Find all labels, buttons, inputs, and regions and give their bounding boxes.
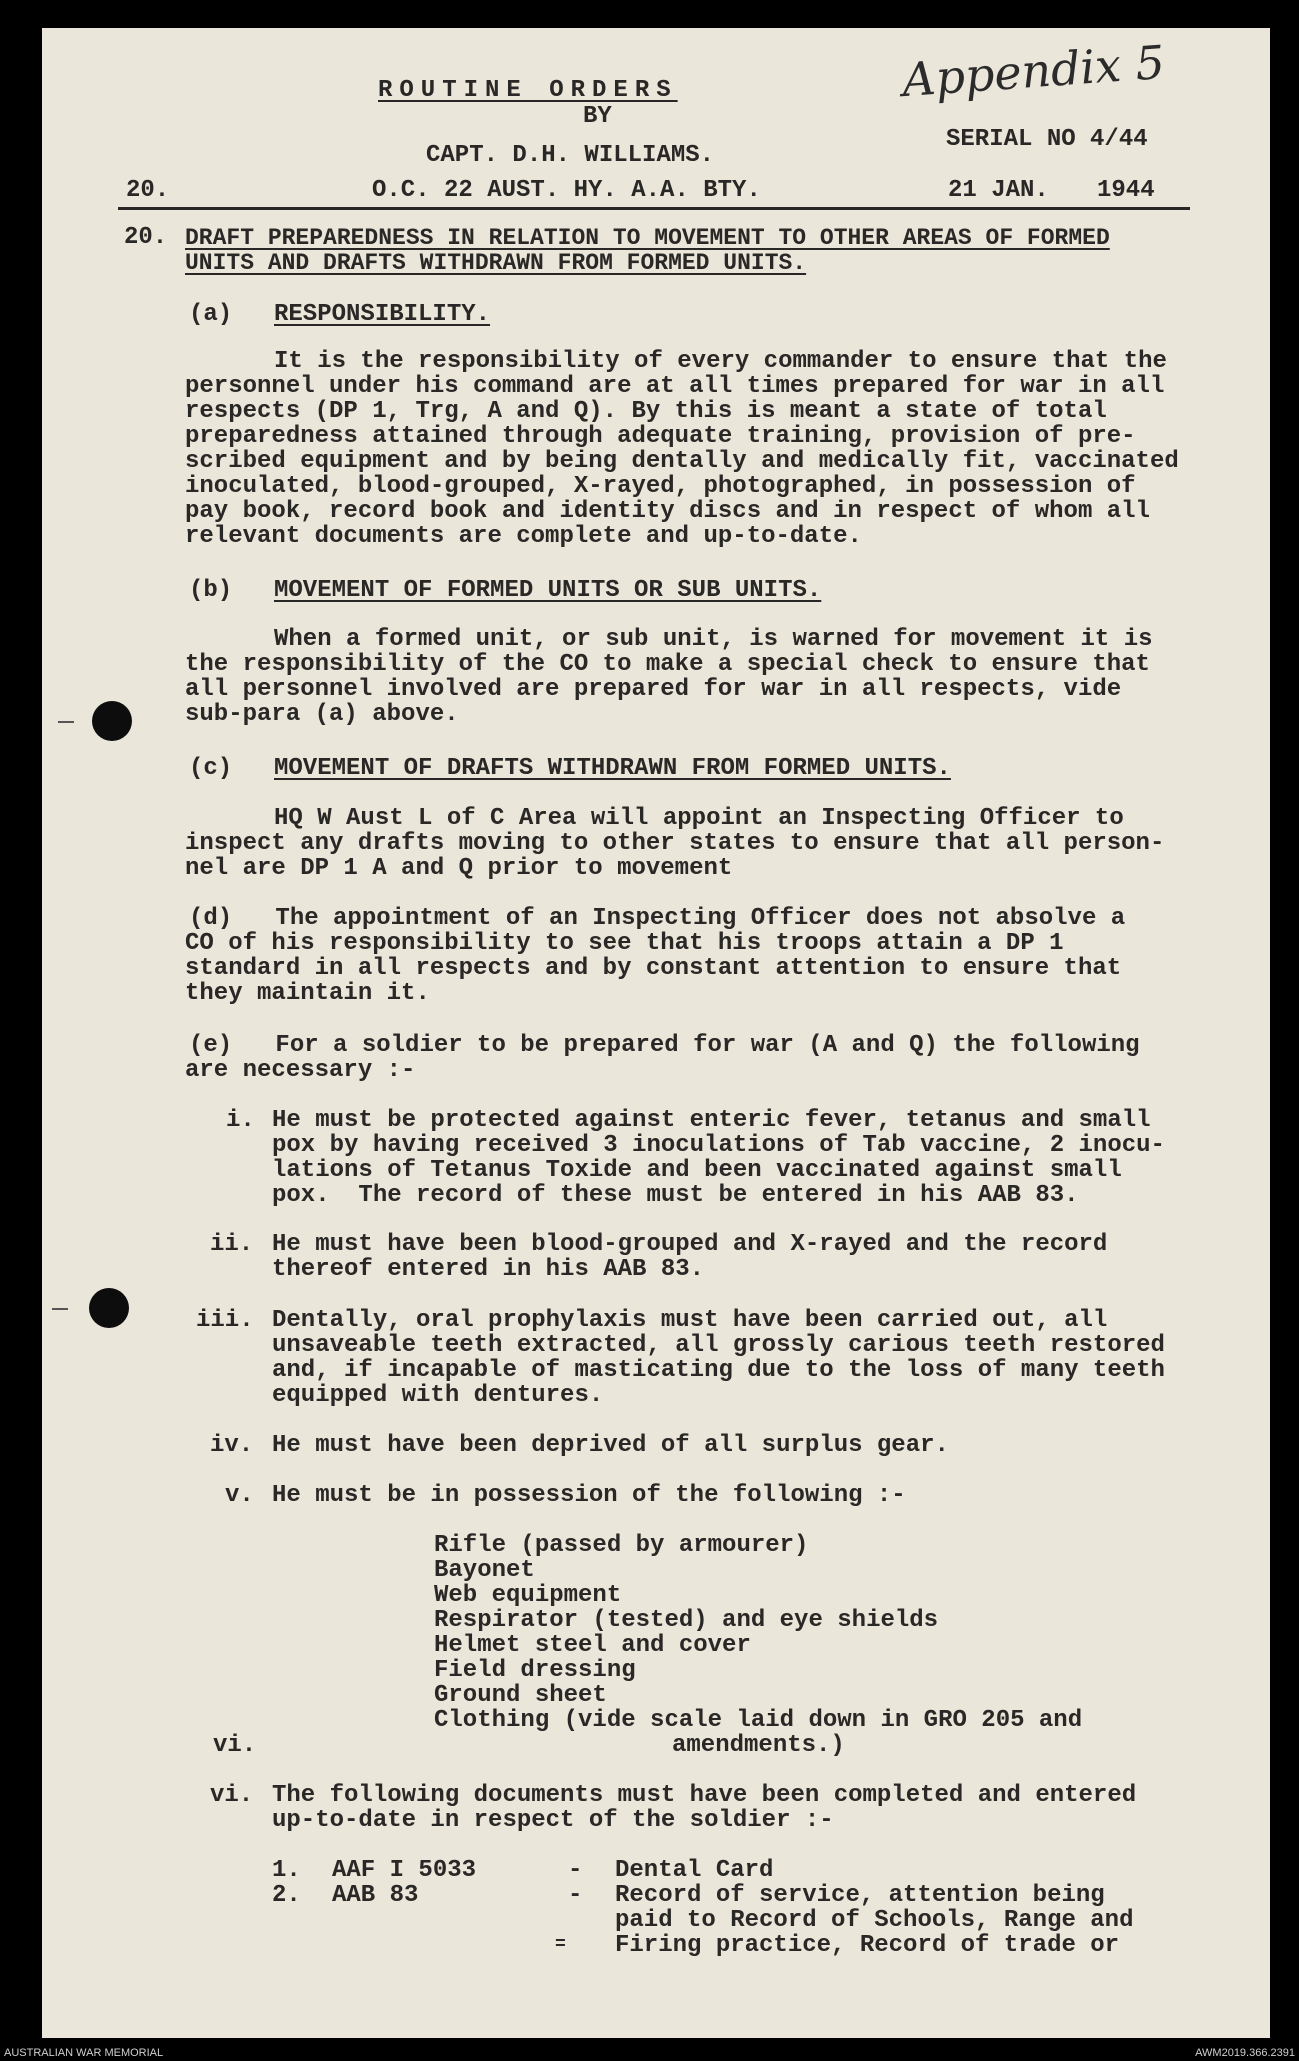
item-line: Dentally, oral prophylaxis must have been carried out, all: [272, 1307, 1108, 1334]
document-title: ROUTINE ORDERS: [378, 77, 678, 104]
paragraph-line: nel are DP 1 A and Q prior to movement: [185, 855, 733, 882]
paragraph-line: standard in all respects and by constant attention to ensure that: [185, 955, 1122, 982]
item-line: up-to-date in respect of the soldier :-: [272, 1807, 834, 1834]
unit-name: O.C. 22 AUST. HY. A.A. BTY.: [372, 177, 761, 204]
paragraph-line: inoculated, blood-grouped, X-rayed, photographed, in possession of: [185, 473, 1136, 500]
paragraph-line: personnel under his command are at all times prepared for war in all: [185, 373, 1165, 400]
section-title: MOVEMENT OF DRAFTS WITHDRAWN FROM FORMED UNITS.: [274, 755, 951, 782]
paragraph-line: all personnel involved are prepared for war in all respects, vide: [185, 676, 1122, 703]
item-line: He must have been blood-grouped and X-rayed and the record: [272, 1231, 1108, 1258]
margin-mark: [52, 1308, 68, 1310]
item-number: v.: [225, 1482, 254, 1509]
document-dash: -: [568, 1882, 583, 1909]
item-number: iv.: [210, 1432, 254, 1459]
item-line: lations of Tetanus Toxide and been vaccinated against small: [272, 1157, 1122, 1184]
order-date: 21 JAN.: [948, 177, 1049, 204]
equipment-item: Field dressing: [434, 1657, 636, 1684]
section-title: MOVEMENT OF FORMED UNITS OR SUB UNITS.: [274, 577, 822, 604]
paragraph-line: inspect any drafts moving to other states to ensure that all person-: [185, 830, 1165, 857]
order-number: 20.: [124, 224, 168, 251]
paragraph-line: pay book, record book and identity discs and in respect of whom all: [185, 498, 1150, 525]
section-title: RESPONSIBILITY.: [274, 301, 491, 328]
equipment-item: Web equipment: [434, 1582, 622, 1609]
punch-hole: [92, 701, 132, 741]
paragraph-line: When a formed unit, or sub unit, is warned for movement it is: [274, 626, 1153, 653]
punch-hole: [89, 1288, 129, 1328]
order-year: 1944: [1097, 177, 1155, 204]
item-line: and, if incapable of masticating due to the loss of many teeth: [272, 1357, 1165, 1384]
equipment-item: Helmet steel and cover: [434, 1632, 751, 1659]
equipment-item: Ground sheet: [434, 1682, 607, 1709]
paragraph-line: (d) The appointment of an Inspecting Officer does not absolve a: [189, 905, 1126, 932]
paragraph-line: CO of his responsibility to see that his troops attain a DP 1: [185, 930, 1064, 957]
serial-number: SERIAL NO 4/44: [946, 126, 1148, 153]
equipment-item: Respirator (tested) and eye shields: [434, 1607, 939, 1634]
order-heading: DRAFT PREPAREDNESS IN RELATION TO MOVEMENT TO OTHER AREAS OF FORMED: [185, 225, 1110, 251]
equipment-item: Bayonet: [434, 1557, 535, 1584]
item-line: unsaveable teeth extracted, all grossly carious teeth restored: [272, 1332, 1165, 1359]
by-line: BY: [583, 103, 612, 130]
paragraph-line: they maintain it.: [185, 980, 430, 1007]
officer-name: CAPT. D.H. WILLIAMS.: [426, 142, 715, 169]
item-line: thereof entered in his AAB 83.: [272, 1256, 705, 1283]
document-mark: =: [555, 1935, 566, 1955]
header-rule: [118, 207, 1190, 210]
equipment-item: Rifle (passed by armourer): [434, 1532, 809, 1559]
paragraph-line: scribed equipment and by being dentally and medically fit, vaccinated: [185, 448, 1179, 475]
document-desc: Firing practice, Record of trade or: [615, 1932, 1120, 1959]
paragraph-line: sub-para (a) above.: [185, 701, 459, 728]
item-line: He must be in possession of the following :-: [272, 1482, 906, 1509]
section-label: (b): [189, 577, 233, 604]
equipment-item: Clothing (vide scale laid down in GRO 205 and: [434, 1707, 1083, 1734]
document-desc: paid to Record of Schools, Range and: [615, 1907, 1134, 1934]
item-number: vi.: [210, 1782, 254, 1809]
item-line: He must have been deprived of all surplus gear.: [272, 1432, 949, 1459]
item-line: He must be protected against enteric fever, tetanus and small: [272, 1107, 1151, 1134]
section-label: (a): [189, 301, 233, 328]
paragraph-line: respects (DP 1, Trg, A and Q). By this is meant a state of total: [185, 398, 1107, 425]
margin-mark: [58, 721, 74, 723]
item-line: pox by having received 3 inoculations of Tab vaccine, 2 inocu-: [272, 1132, 1165, 1159]
document-number: 2.: [272, 1882, 301, 1909]
paragraph-line: HQ W Aust L of C Area will appoint an Inspecting Officer to: [274, 805, 1124, 832]
item-number: iii.: [196, 1307, 254, 1334]
document-dash: -: [568, 1857, 583, 1884]
order-heading: UNITS AND DRAFTS WITHDRAWN FROM FORMED UNITS.: [185, 250, 807, 276]
equipment-item: amendments.): [672, 1732, 845, 1759]
header-order-number: 20.: [126, 177, 170, 204]
document-desc: Record of service, attention being: [615, 1882, 1105, 1909]
document-form: AAF I 5033: [332, 1857, 477, 1884]
paragraph-line: (e) For a soldier to be prepared for war (A and Q) the following: [189, 1032, 1140, 1059]
section-label: (c): [189, 755, 233, 782]
paragraph-line: It is the responsibility of every commander to ensure that the: [274, 348, 1167, 375]
paragraph-line: the responsibility of the CO to make a special check to ensure that: [185, 651, 1150, 678]
document-number: 1.: [272, 1857, 301, 1884]
paragraph-line: preparedness attained through adequate training, provision of pre-: [185, 423, 1136, 450]
handwritten-annotation: Appendix 5: [900, 34, 1167, 108]
item-number: i.: [226, 1107, 255, 1134]
document-form: AAB 83: [332, 1882, 419, 1909]
item-line: equipped with dentures.: [272, 1382, 604, 1409]
item-number: ii.: [210, 1231, 254, 1258]
archive-credit: AUSTRALIAN WAR MEMORIAL: [4, 2047, 164, 2059]
paragraph-line: relevant documents are complete and up-to-date.: [185, 523, 862, 550]
item-line: The following documents must have been completed and entered: [272, 1782, 1137, 1809]
item-line: pox. The record of these must be entered in his AAB 83.: [272, 1182, 1079, 1209]
item-number: vi.: [213, 1732, 257, 1759]
archive-reference: AWM2019.366.2391: [1195, 2047, 1295, 2059]
paragraph-line: are necessary :-: [185, 1057, 416, 1084]
document-desc: Dental Card: [615, 1857, 774, 1884]
